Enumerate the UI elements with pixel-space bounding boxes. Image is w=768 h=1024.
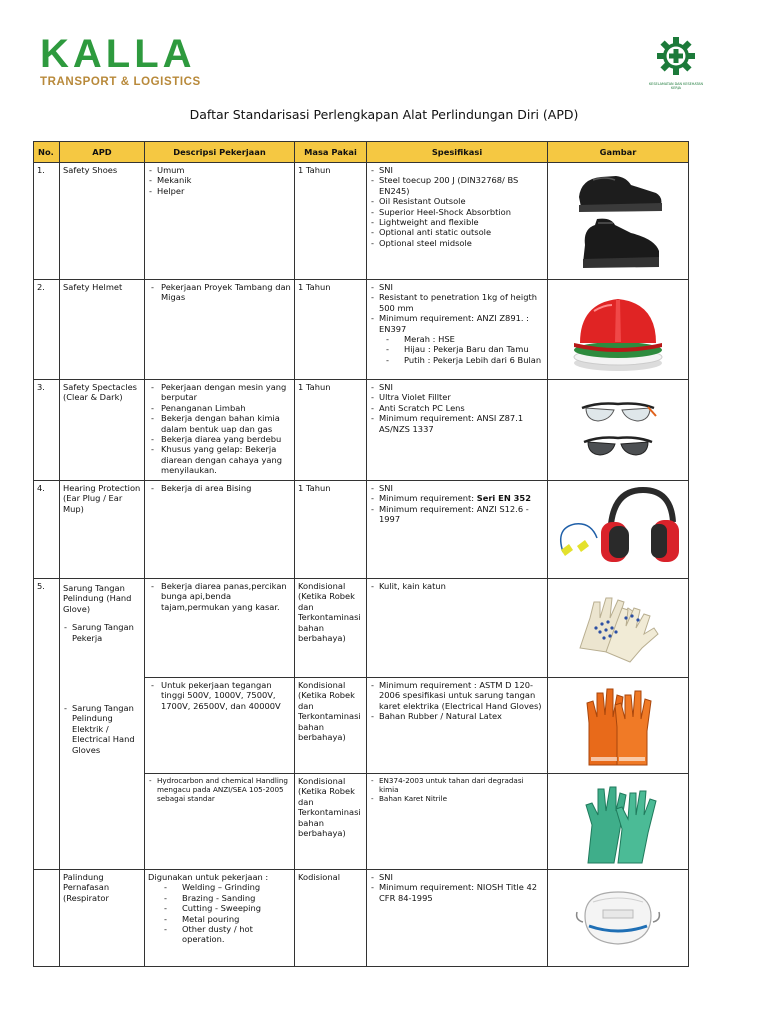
work-gloves-image — [570, 588, 666, 668]
row-masa-pakai: 1 Tahun — [295, 481, 367, 579]
apd-table — [33, 141, 689, 967]
row-spesifikasi — [367, 870, 548, 967]
table-row — [34, 380, 689, 481]
header-deskripsi: Descripsi Pekerjaan — [145, 142, 295, 163]
row-spesifikasi — [367, 678, 548, 774]
list-item: - Optional steel midsole — [370, 238, 544, 248]
row-deskripsi — [145, 774, 295, 870]
table-row — [34, 280, 689, 380]
list-item: - Bahan Karet Nitrile — [370, 794, 544, 803]
row-no: 5. — [34, 579, 60, 870]
spec-label: Minimum requirement: — [379, 493, 477, 504]
list-item: - SNI — [370, 165, 544, 175]
table-row — [34, 870, 689, 967]
spec-list — [370, 872, 544, 903]
row-no: 4. — [34, 481, 60, 579]
logo-wordmark: KALLA — [40, 32, 196, 76]
list-item: - Untuk pekerjaan tegangan tinggi 500V, 1000V, 7500V, 1700V, 26500V, dan 40000V — [148, 680, 291, 711]
desc-list — [148, 882, 291, 944]
list-item: - Minimum requirement : ASTM D 120-2006 spesifikasi untuk sarung tangan karet elektrika (Electrical Hand Gloves) — [370, 680, 544, 711]
safety-glasses-image — [578, 394, 658, 466]
table-row — [34, 481, 689, 579]
row-deskripsi — [145, 481, 295, 579]
list-item: - SNI — [370, 382, 544, 392]
row-gambar — [548, 380, 689, 481]
list-item: - Hydrocarbon and chemical Handling mengacu pada ANZI/SEA 105-2005 sebagai standar — [148, 776, 291, 803]
electrical-gloves-image — [583, 683, 653, 769]
list-item: - Mekanik — [148, 175, 291, 185]
row-masa-pakai: 1 Tahun — [295, 380, 367, 481]
k3-logo-text: KESELAMATAN DAN KESEHATAN KERJA — [648, 82, 704, 90]
row-spesifikasi — [367, 774, 548, 870]
list-item: - Pekerjaan Proyek Tambang dan Migas — [148, 282, 291, 303]
desc-list — [148, 776, 291, 803]
list-item: - Steel toecup 200 J (DIN32768/ BS EN245) — [370, 175, 544, 196]
spec-list — [370, 165, 544, 248]
list-item: - Hijau : Pekerja Baru dan Tamu — [384, 344, 544, 354]
list-item: - Helper — [148, 186, 291, 196]
list-item: - Bekerja diarea panas,percikan bunga api,benda tajam,permukan yang kasar. — [148, 581, 291, 612]
list-item: - Cutting - Sweeping — [162, 903, 291, 913]
row-masa-pakai: 1 Tahun — [295, 280, 367, 380]
row-gambar — [548, 163, 689, 280]
respirator-mask-image — [573, 886, 663, 950]
row-masa-pakai: Kondisional (Ketika Robek dan Terkontaminasi bahan berbahaya) — [295, 774, 367, 870]
list-item: - SNI — [370, 872, 544, 882]
list-item: - Optional anti static outsole — [370, 227, 544, 237]
spec-list — [370, 581, 544, 591]
list-item: - Ultra Violet Fillter — [370, 392, 544, 402]
row-masa-pakai: Kondisional (Ketika Robek dan Terkontaminasi bahan berbahaya) — [295, 579, 367, 678]
k3-logo — [646, 36, 706, 90]
list-item: - Oil Resistant Outsole — [370, 196, 544, 206]
list-item: - Merah : HSE — [384, 334, 544, 344]
list-item: - Khusus yang gelap: Bekerja diarean dengan cahaya yang menyilaukan. — [148, 444, 291, 475]
row-no — [34, 870, 60, 967]
safety-shoes-image — [571, 167, 666, 275]
list-item: - Lightweight and flexible — [370, 217, 544, 227]
list-item: - Putih : Pekerja Lebih dari 6 Bulan — [384, 355, 544, 365]
glove-type-list — [63, 703, 141, 755]
glove-type-list — [63, 622, 141, 643]
row-gambar — [548, 774, 689, 870]
row-apd — [60, 579, 145, 870]
list-item: - Sarung Tangan Pelindung Elektrik / Electrical Hand Gloves — [63, 703, 141, 755]
list-item: - Minimum requirement: ANSI Z87.1 AS/NZS 1337 — [370, 413, 544, 434]
row-spesifikasi — [367, 280, 548, 380]
list-item: - Pekerjaan dengan mesin yang berputar — [148, 382, 291, 403]
row-gambar — [548, 280, 689, 380]
row-spesifikasi — [367, 481, 548, 579]
nitrile-gloves-image — [578, 779, 658, 865]
kalla-logo — [40, 34, 201, 88]
row-apd: Safety Spectacles (Clear & Dark) — [60, 380, 145, 481]
table-row — [34, 579, 689, 678]
list-item: - EN374-2003 untuk tahan dari degradasi kimia — [370, 776, 544, 794]
list-item: - Welding – Grinding — [162, 882, 291, 892]
row-no: 2. — [34, 280, 60, 380]
list-item: - Minimum requirement: ANZI S12.6 - 1997 — [370, 504, 544, 525]
row-spesifikasi — [367, 579, 548, 678]
earmuff-earplug-image — [553, 486, 683, 574]
logo-tagline: TRANSPORT & LOGISTICS — [40, 76, 201, 88]
list-item: - Bekerja diarea yang berdebu — [148, 434, 291, 444]
row-spesifikasi — [367, 380, 548, 481]
k3-gear-icon — [656, 36, 696, 76]
row-deskripsi — [145, 870, 295, 967]
document-title: Daftar Standarisasi Perlengkapan Alat Perlindungan Diri (APD) — [189, 107, 579, 122]
row-no: 1. — [34, 163, 60, 280]
table-header-row — [34, 142, 689, 163]
desc-list — [148, 581, 291, 612]
desc-list — [148, 483, 291, 493]
table-row — [34, 163, 689, 280]
list-item: - Bekerja di area Bising — [148, 483, 291, 493]
list-item: - Bahan Rubber / Natural Latex — [370, 711, 544, 721]
header-apd: APD — [60, 142, 145, 163]
safety-helmet-image — [570, 285, 666, 375]
spec-value: Seri EN 352 — [476, 493, 531, 504]
list-item: - Brazing - Sanding — [162, 893, 291, 903]
row-gambar — [548, 678, 689, 774]
row-deskripsi — [145, 579, 295, 678]
list-item: - Penanganan Limbah — [148, 403, 291, 413]
header-gambar: Gambar — [548, 142, 689, 163]
row-deskripsi — [145, 280, 295, 380]
row-masa-pakai: Kodisional — [295, 870, 367, 967]
list-item: - Minimum requirement: NIOSH Title 42 CFR 84-1995 — [370, 882, 544, 903]
spec-list — [370, 483, 544, 525]
desc-list — [148, 165, 291, 196]
desc-list — [148, 680, 291, 711]
desc-intro: Digunakan untuk pekerjaan : — [148, 872, 269, 882]
row-gambar — [548, 870, 689, 967]
list-item: - Minimum requirement: ANZI Z891. : EN397 — [370, 313, 544, 334]
row-no: 3. — [34, 380, 60, 481]
spec-list — [370, 382, 544, 434]
desc-list — [148, 382, 291, 476]
header-spesifikasi: Spesifikasi — [367, 142, 548, 163]
helmet-color-list — [370, 334, 544, 365]
spec-list — [370, 282, 544, 334]
header-no: No. — [34, 142, 60, 163]
header-masa-pakai: Masa Pakai — [295, 142, 367, 163]
list-item: - Bekerja dengan bahan kimia dalam bentuk uap dan gas — [148, 413, 291, 434]
row-apd: Palindung Pernafasan (Respirator — [60, 870, 145, 967]
row-apd: Safety Helmet — [60, 280, 145, 380]
row-masa-pakai: Kondisional (Ketika Robek dan Terkontaminasi bahan berbahaya) — [295, 678, 367, 774]
row-apd: Hearing Protection (Ear Plug / Ear Mup) — [60, 481, 145, 579]
list-item: - Anti Scratch PC Lens — [370, 403, 544, 413]
row-gambar — [548, 579, 689, 678]
list-item: - SNI — [370, 282, 544, 292]
list-item: - SNI — [370, 483, 544, 493]
list-item: - Resistant to penetration 1kg of heigth 500 mm — [370, 292, 544, 313]
list-item — [370, 493, 544, 503]
list-item: - Sarung Tangan Pekerja — [63, 622, 141, 643]
row-deskripsi — [145, 380, 295, 481]
row-spesifikasi — [367, 163, 548, 280]
spec-list — [370, 776, 544, 803]
list-item: - Superior Heel-Shock Absorbtion — [370, 207, 544, 217]
row-apd: Safety Shoes — [60, 163, 145, 280]
desc-list — [148, 282, 291, 303]
row-masa-pakai: 1 Tahun — [295, 163, 367, 280]
row-gambar — [548, 481, 689, 579]
row-deskripsi — [145, 678, 295, 774]
list-item: - Umum — [148, 165, 291, 175]
list-item: - Other dusty / hot operation. — [162, 924, 291, 945]
list-item: - Metal pouring — [162, 914, 291, 924]
spec-list — [370, 680, 544, 722]
list-item: - Kulit, kain katun — [370, 581, 544, 591]
row-deskripsi — [145, 163, 295, 280]
glove-group-title: Sarung Tangan Pelindung (Hand Glove) — [63, 583, 132, 614]
